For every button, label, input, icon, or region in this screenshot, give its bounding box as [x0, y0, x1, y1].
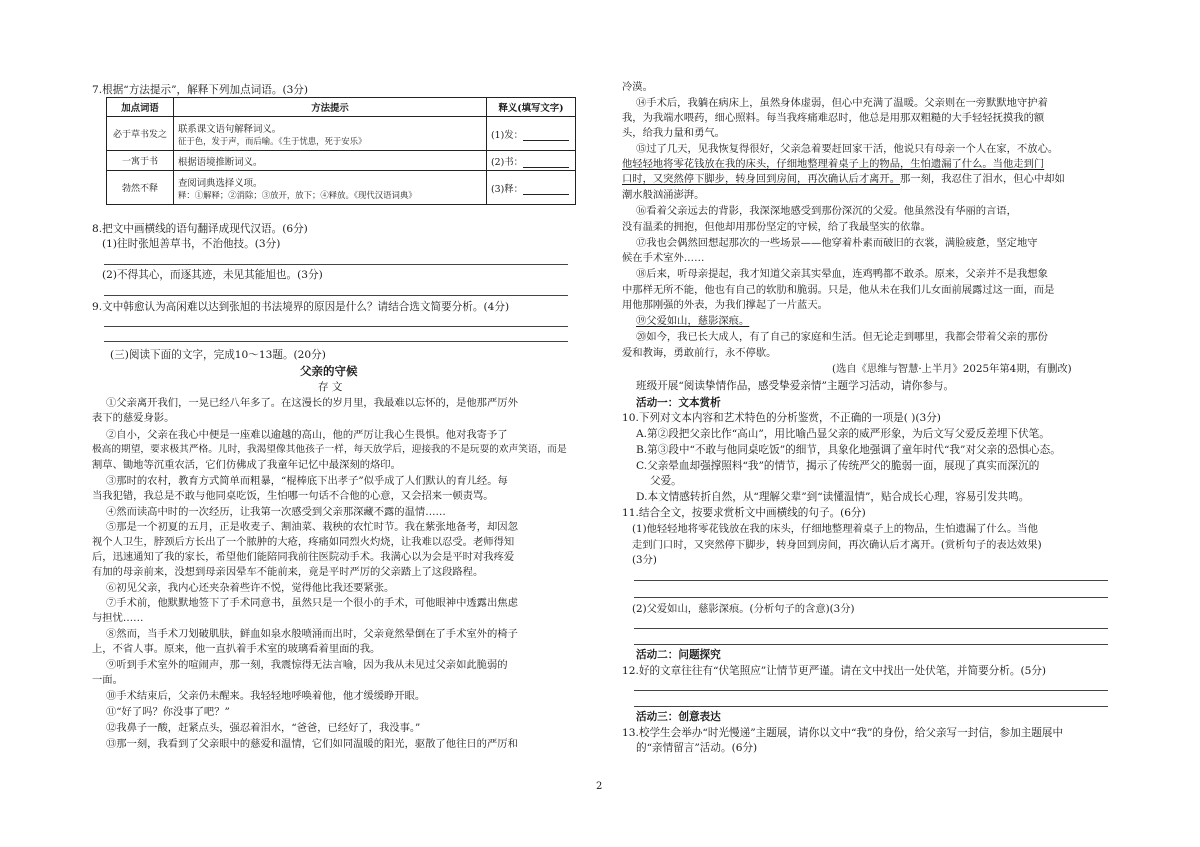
paragraph-tail: 那一刻，我忍住了泪水，但心中却如	[900, 173, 1065, 185]
paragraph-line: 有加的母亲前来，没想到母亲因晕车不能前来，竟是平时严厉的父亲踏上了这段路程。	[92, 566, 484, 578]
paragraph-line: ⑰我也会偶然回想起那次的一些场景——他穿着朴素而破旧的衣裳，满脸疲惫，坚定地守	[636, 237, 1038, 249]
table-header: 加点词语	[107, 98, 174, 117]
question-8-1: (1)往时张旭善草书，不治他技。(3分)	[102, 238, 281, 250]
table-cell: 根据语境推断词义。	[174, 151, 487, 171]
answer-label: (2)书：	[491, 156, 524, 168]
hint-example: 释：①解释；②消除；③放开，放下；④释放。《现代汉语词典》	[178, 189, 417, 200]
paragraph-line: 没有温柔的拥抱，但他却用那份坚定的守候，给了我最坚实的依靠。	[622, 221, 931, 233]
paragraph-line: ⑥初见父亲，我内心还夹杂着些许不悦，觉得他比我还要紧张。	[106, 582, 395, 594]
question-13: 13.校学生会举办“时光慢递”主题展，请你以文中“我”的身份，给父亲写一封信，参加主题展中	[622, 727, 1064, 739]
article-author: 存 文	[318, 381, 343, 393]
paragraph-line: 中那样无所不能，他也有自己的软肋和脆弱。只是，他从未在我们儿女面前展露过这一面，而是	[622, 284, 1055, 296]
paragraph-line: 一面。	[92, 674, 123, 686]
underlined-sentence: ⑲父爱如山，慈影深痕。	[636, 315, 750, 327]
method-table	[106, 97, 576, 205]
paragraph-line: ⑮过了几天，见我恢复得很好，父亲急着要赶回家干活，他说只有母亲一个人在家，不放心。	[636, 143, 1059, 155]
section-3-heading: (三)阅读下面的文字，完成10～13题。(20分)	[110, 349, 326, 361]
option-c-cont: 父爱。	[650, 475, 682, 487]
paragraph-line: ⑫我鼻子一酸，赶紧点头，强忍着泪水，“爸爸，已经好了，我没事。”	[106, 722, 421, 734]
table-cell	[174, 171, 487, 205]
hint-example: 征于色，发于声，而后喻。《生于忧患，死于安乐》	[178, 135, 367, 146]
table-cell: 一寓于书	[107, 151, 174, 171]
answer-blank[interactable]	[523, 157, 569, 168]
question-11-1-score: (3分)	[632, 554, 657, 566]
table-header: 释义(填写文字)	[487, 98, 576, 117]
table-cell: 必于草书发之	[107, 117, 174, 151]
paragraph-line: 用他那刚强的外表，为我们撑起了一片蓝天。	[622, 299, 828, 311]
paragraph-line: 候在手术室外……	[622, 252, 705, 264]
table-cell	[174, 117, 487, 151]
question-8: 8.把文中画横线的语句翻译成现代汉语。(6分)	[92, 223, 308, 235]
source-citation: (选自《思维与智慧·上半月》2025年第4期，有删改)	[832, 363, 1072, 375]
paragraph-line: 头，给我力量和勇气。	[622, 127, 725, 139]
paragraph-line: 爱和教诲，勇敢前行，永不停歇。	[622, 347, 777, 359]
paragraph-line: ⑱后来，听母亲提起，我才知道父亲其实晕血，连鸡鸭都不敢杀。原来，父亲并不是我想象	[636, 268, 1048, 280]
page-number: 2	[596, 781, 603, 792]
paragraph-line	[622, 172, 1065, 186]
paragraph-line: ⑭手术后，我躺在病床上，虽然身体虚弱，但心中充满了温暖。父亲则在一旁默默地守护着	[636, 97, 1048, 109]
activity-3-heading: 活动三：创意表达	[636, 711, 721, 723]
answer-line[interactable]	[104, 341, 568, 342]
paragraph-line: 我，为我端水喂药，细心照料。每当我疼痛难忍时，他总是用那双粗糙的大手轻轻抚摸我的额	[622, 112, 1045, 124]
option-a[interactable]: A.第②段把父亲比作“高山”，用比喻凸显父亲的威严形象，为后文写父爱反差埋下伏笔。	[636, 428, 1050, 440]
question-11-2: (2)父爱如山，慈影深痕。(分析句子的含意)(3分)	[632, 603, 855, 615]
paragraph-line: ①父亲离开我们，一晃已经八年多了。在这漫长的岁月里，我最难以忘怀的，是他那严厉外	[106, 397, 518, 409]
paragraph-line: ⑯看着父亲远去的背影，我深深地感受到那份深沉的父爱。他虽然没有华丽的言语，	[636, 205, 1017, 217]
answer-blank[interactable]	[523, 130, 569, 141]
paragraph-line: ②自小，父亲在我心中便是一座难以逾越的高山，他的严厉让我心生畏惧。他对我寄予了	[106, 429, 508, 441]
question-12: 12.好的文章往往有“伏笔照应”让情节更严谨。请在文中找出一处伏笔，并简要分析。(5分)	[622, 665, 1047, 677]
question-9: 9.文中韩愈认为高闲难以达到张旭的书法境界的原因是什么？请结合选文简要分析。(4分)	[92, 301, 510, 313]
underlined-sentence: 他轻轻地将零花钱放在我的床头，仔细地整理着桌子上的物品，生怕遗漏了什么。当他走到门	[622, 158, 1045, 170]
paragraph-line: ⑤那是一个初夏的五月，正是收麦子、割油菜、栽秧的农忙时节。我在紫张地备考，却因忽	[106, 521, 518, 533]
answer-label: (3)释：	[491, 183, 524, 195]
paragraph-line: 与担忧……	[92, 612, 144, 624]
activity-1-heading: 活动一：文本赏析	[636, 397, 721, 409]
activity-intro: 班级开展“阅读挚情作品，感受挚爱亲情”主题学习活动，请你参与。	[636, 380, 955, 392]
answer-line[interactable]	[104, 264, 568, 265]
answer-line[interactable]	[634, 706, 1108, 707]
underlined-sentence: 口时，又突然停下脚步，转身回到房间，再次确认后才离开。	[622, 173, 901, 185]
paragraph-line: 表下的慈爱身影。	[92, 412, 175, 424]
question-11-1: (1)他轻轻地将零花钱放在我的床头，仔细地整理着桌子上的物品，生怕遗漏了什么。当他	[632, 523, 1038, 535]
answer-cell[interactable]	[487, 171, 576, 205]
paragraph-line: ⑳如今，我已长大成人，有了自己的家庭和生活。但无论走到哪里，我都会带着父亲的那份	[636, 331, 1048, 343]
answer-line[interactable]	[634, 628, 1108, 629]
hint-text: 联系课文语句解释词义。	[178, 123, 282, 135]
table-header: 方法提示	[174, 98, 487, 117]
answer-line[interactable]	[104, 295, 568, 296]
article-title: 父亲的守候	[300, 364, 358, 378]
paragraph-line: ③那时的农村，教育方式简单而粗暴，“棍棒底下出孝子”似乎成了人们默认的育儿经。每	[106, 475, 508, 487]
answer-blank[interactable]	[523, 184, 569, 195]
answer-line[interactable]	[104, 326, 568, 327]
table-row	[107, 151, 576, 171]
question-13-cont: 的“亲情留言”活动。(6分)	[636, 742, 758, 754]
answer-line[interactable]	[634, 597, 1108, 598]
question-11: 11.结合全文，按要求赏析文中画横线的句子。(6分)	[622, 507, 866, 519]
paragraph-line: 视个人卫生，脖颈后方长出了一个脓肿的大疮，疼痛如同烈火灼烧，让我难以忍受。老师得知	[92, 536, 515, 548]
answer-line[interactable]	[634, 644, 1108, 645]
paragraph-line: ⑪“好了吗？你没事了吧？”	[106, 706, 230, 718]
paragraph-line: 上，不省人事。原来，他一直扒着手术室的玻璃看着里面的我。	[92, 643, 381, 655]
answer-label: (1)发：	[491, 129, 524, 141]
paragraph-line: ⑦手术前，他默默地签下了手术同意书，虽然只是一个很小的手术，可他眼神中透露出焦虑	[106, 597, 518, 609]
question-8-2: (2)不得其心，而逐其迹，未见其能旭也。(3分)	[102, 269, 323, 281]
paragraph-line: 当我犯错，我总是不敢与他同桌吃饭，生怕哪一句话不合他的心意，又会招来一顿责骂。	[92, 490, 494, 502]
paragraph-line: ⑩手术结束后，父亲仍未醒来。我轻轻地呼唤着他，他才缓缓睁开眼。	[106, 690, 426, 702]
table-row	[107, 117, 576, 151]
paragraph-line: ⑧然而，当手术刀划破肌肤，鲜血如泉水般喷涌而出时，父亲竟然晕倒在了手术室外的椅子	[106, 628, 518, 640]
paragraph-line: 冷漠。	[622, 81, 653, 93]
paragraph-line: ⑨听到手术室外的喧闹声，那一刻，我震惊得无法言喻，因为我从未见过父亲如此脆弱的	[106, 659, 508, 671]
activity-2-heading: 活动二：问题探究	[636, 649, 721, 661]
paragraph-line: 极高的期望，要求极其严格。儿时，我渴望像其他孩子一样，每天放学后，迎接我的不是玩耍的欢声笑语，而是	[92, 444, 567, 455]
paragraph-line: ⑬那一刻，我看到了父亲眼中的慈爱和温情，它们如同温暖的阳光，驱散了他往日的严厉和	[106, 738, 518, 750]
option-b[interactable]: B.第③段中“不敢与他同桌吃饭”的细节，具象化地强调了童年时代“我”对父亲的恐惧心态。	[636, 444, 1061, 456]
question-10: 10.下列对文本内容和艺术特色的分析鉴赏，不正确的一项是( )(3分)	[622, 412, 941, 424]
table-cell: 勃然不释	[107, 171, 174, 205]
paragraph-line: 潮水般汹涌澎湃。	[622, 189, 705, 201]
answer-cell[interactable]	[487, 117, 576, 151]
paragraph-line: ④然而读高中时的一次经历，让我第一次感受到父亲那深藏不露的温情……	[106, 506, 446, 518]
answer-cell[interactable]	[487, 151, 576, 171]
paragraph-line: 后，迅速通知了我的家长，希望他们能陪同我前往医院动手术。我满心以为会是平时对我疼爱	[92, 551, 515, 563]
question-7: 7.根据“方法提示”，解释下列加点词语。(3分)	[92, 84, 309, 96]
hint-text: 查阅词典选择义项。	[178, 177, 263, 189]
answer-line[interactable]	[634, 580, 1108, 581]
option-d[interactable]: D.本文情感转折自然，从“理解父辈”到“读懂温情”，贴合成长心理，容易引发共鸣。	[636, 491, 1030, 503]
answer-line[interactable]	[634, 690, 1108, 691]
table-row	[107, 171, 576, 205]
paragraph-line: 割草、锄地等沉重农活，它们仿佛成了我童年记忆中最深刻的烙印。	[92, 459, 401, 471]
option-c[interactable]: C.父亲晕血却强撑照料“我”的情节，揭示了传统严父的脆弱一面，展现了真实而深沉的	[636, 460, 1040, 472]
question-11-1-cont: 走到门口时，又突然停下脚步，转身回到房间，再次确认后才离开。(赏析句子的表达效果)	[632, 539, 1042, 551]
